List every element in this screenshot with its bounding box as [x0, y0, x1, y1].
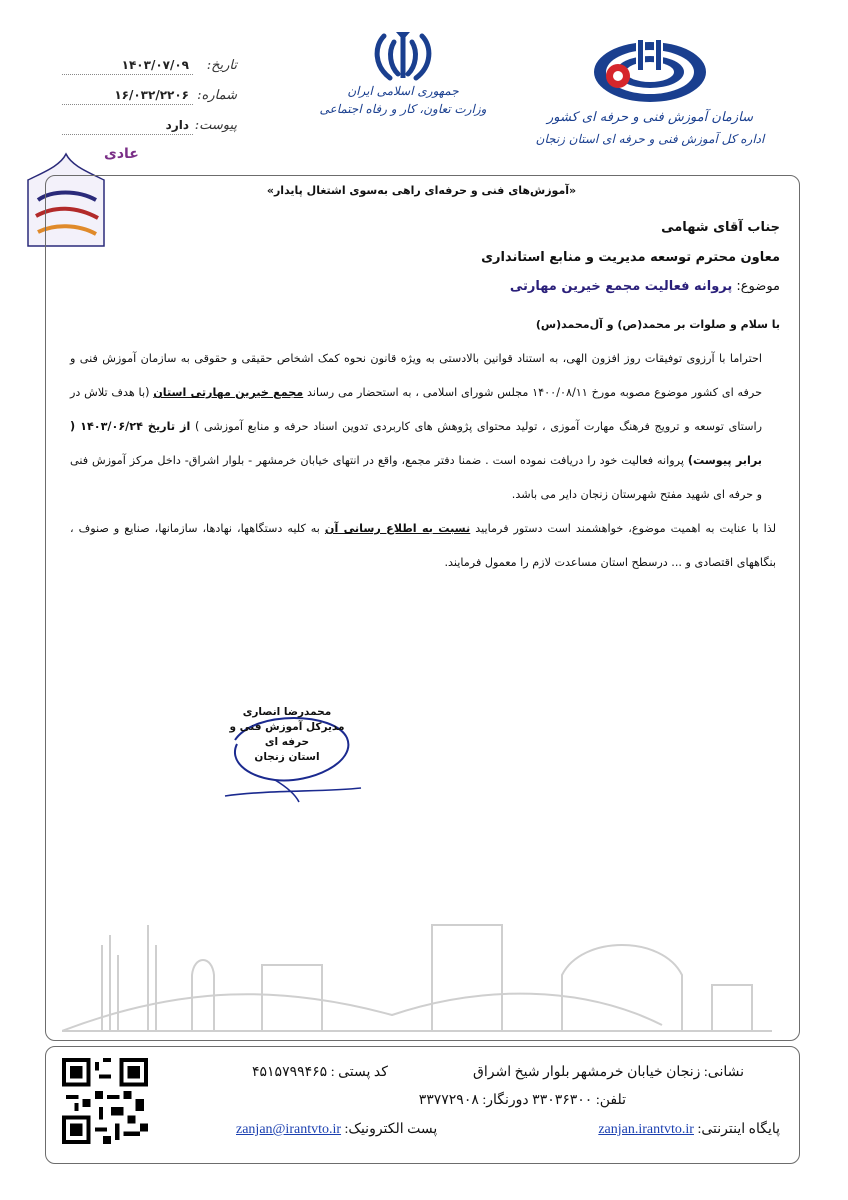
- ministry-line1: جمهوری اسلامی ایران: [347, 84, 459, 98]
- footer-email-row: [236, 1121, 437, 1138]
- website-label: پایگاه اینترنتی:: [697, 1122, 780, 1137]
- footer-website-row: [598, 1121, 780, 1138]
- subject-text: پروانه فعالیت مجمع خیرین مهارتی: [509, 279, 733, 294]
- greeting: با سلام و صلوات بر محمد(ص) و آل‌محمد(س): [535, 318, 780, 331]
- org-line2: اداره کل آموزش فنی و حرفه ای استان زنجان: [535, 132, 765, 146]
- attachment-label: پیوست:: [194, 118, 237, 133]
- letter-body: [70, 342, 776, 580]
- addressee-title: معاون محترم توسعه مدیریت و منابع استانداری: [481, 250, 780, 265]
- p1-text-a: احتراما با آرزوی توفیقات روز افزون الهی، به استناد قوانین بالادستی به ویژه قانون نحوه کمک اشخاص حقیقی و حقوقی به سازمان آموزش فنی و حرفه ای کشور موضوع مصوبه مورخ ۱۴۰۰/۰۸/۱۱ مجلس شورای اسلامی ، به استحضار می رساند: [70, 352, 762, 399]
- ministry-line2: وزارت تعاون، کار و رفاه اجتماعی: [319, 102, 487, 116]
- subject-line: [510, 279, 780, 294]
- number-label: شماره:: [197, 88, 237, 103]
- addressee-name: جناب آقای شهامی: [661, 220, 780, 235]
- p1-text-b: (با هدف تلاش در راستای توسعه و ترویج فرهنگ مهارت آموزی ، تولید محتوای پژوهش های کاربردی تدوین اسناد حرفه و منابع آموزشی ): [70, 386, 763, 433]
- p1-text-c: پروانه فعالیت خود را دریافت نموده است . ضمنا دفتر مجمع، واقع در انتهای خیابان خرمشهر - بلوار اشراق- داخل مرکز آموزش فنی و حرفه ای شهید مفتح شهرستان زنجان دایر می باشد.: [70, 454, 762, 501]
- priority-label: عادی: [104, 146, 139, 162]
- motto: «آموزش‌های فنی و حرفه‌ای راهی به‌سوی اشتغال پایدار»: [266, 184, 577, 197]
- organization-name: [520, 108, 780, 150]
- date-label: تاریخ:: [206, 58, 237, 73]
- date-field: [62, 58, 237, 78]
- email-link[interactable]: zanjan@irantvto.ir: [236, 1122, 342, 1137]
- number-field: [62, 88, 237, 108]
- attachment-field: [62, 118, 237, 138]
- signature-title-2: استان زنجان: [254, 751, 320, 763]
- p2-text-a: لذا با عنایت به اهمیت موضوع، خواهشمند است دستور فرمایید: [470, 522, 776, 535]
- website-link[interactable]: zanjan.irantvto.ir: [598, 1122, 694, 1137]
- paragraph-2: [70, 512, 776, 580]
- signature-name: محمدرضا انصاری: [242, 706, 332, 718]
- number-value: ۱۶/۰۳۲/۲۲۰۶: [114, 88, 189, 102]
- paragraph-1: [70, 342, 776, 512]
- footer-phone: تلفن: ۳۳۰۳۶۳۰۰ دورنگار: ۳۳۷۷۲۹۰۸: [418, 1093, 626, 1108]
- ministry-name: [318, 82, 488, 118]
- signature-title-1: مدیرکل آموزش فنی و حرفه ای: [229, 721, 345, 748]
- qr-code-icon: [62, 1058, 148, 1144]
- p2-text-b: به کلیه دستگاهها، نهادها، سازمانها، صنایع و صنوف ، بنگاههای اقتصادی و ... درسطح استان مساعدت لازم را معمول فرمایند.: [70, 522, 776, 569]
- letter-frame: [45, 175, 800, 1041]
- email-label: پست الکترونیک:: [344, 1122, 438, 1137]
- date-value: ۱۴۰۳/۰۷/۰۹: [121, 58, 189, 72]
- skyline-watermark-icon: [62, 915, 772, 1033]
- footer-address: نشانی: زنجان خیابان خرمشهر بلوار شیخ اشراق: [473, 1065, 744, 1080]
- subject-label: موضوع:: [736, 279, 780, 294]
- attachment-value: دارد: [165, 118, 189, 132]
- p1-bold: از تاریخ ۱۴۰۳/۰۶/۲۴ ( برابر پیوست): [70, 420, 762, 467]
- footer-postal-code: کد پستی : ۴۵۱۵۷۹۹۴۶۵: [252, 1065, 388, 1080]
- p1-underlined: مجمع خیرین مهارتی استان: [153, 386, 304, 399]
- p2-underlined: نسبت به اطلاع رسانی آن: [324, 522, 471, 535]
- tvto-logo-icon: [588, 36, 712, 104]
- org-line1: سازمان آموزش فنی و حرفه ای کشور: [546, 110, 754, 125]
- iran-emblem-icon: [370, 28, 436, 84]
- signature-block: [222, 705, 352, 765]
